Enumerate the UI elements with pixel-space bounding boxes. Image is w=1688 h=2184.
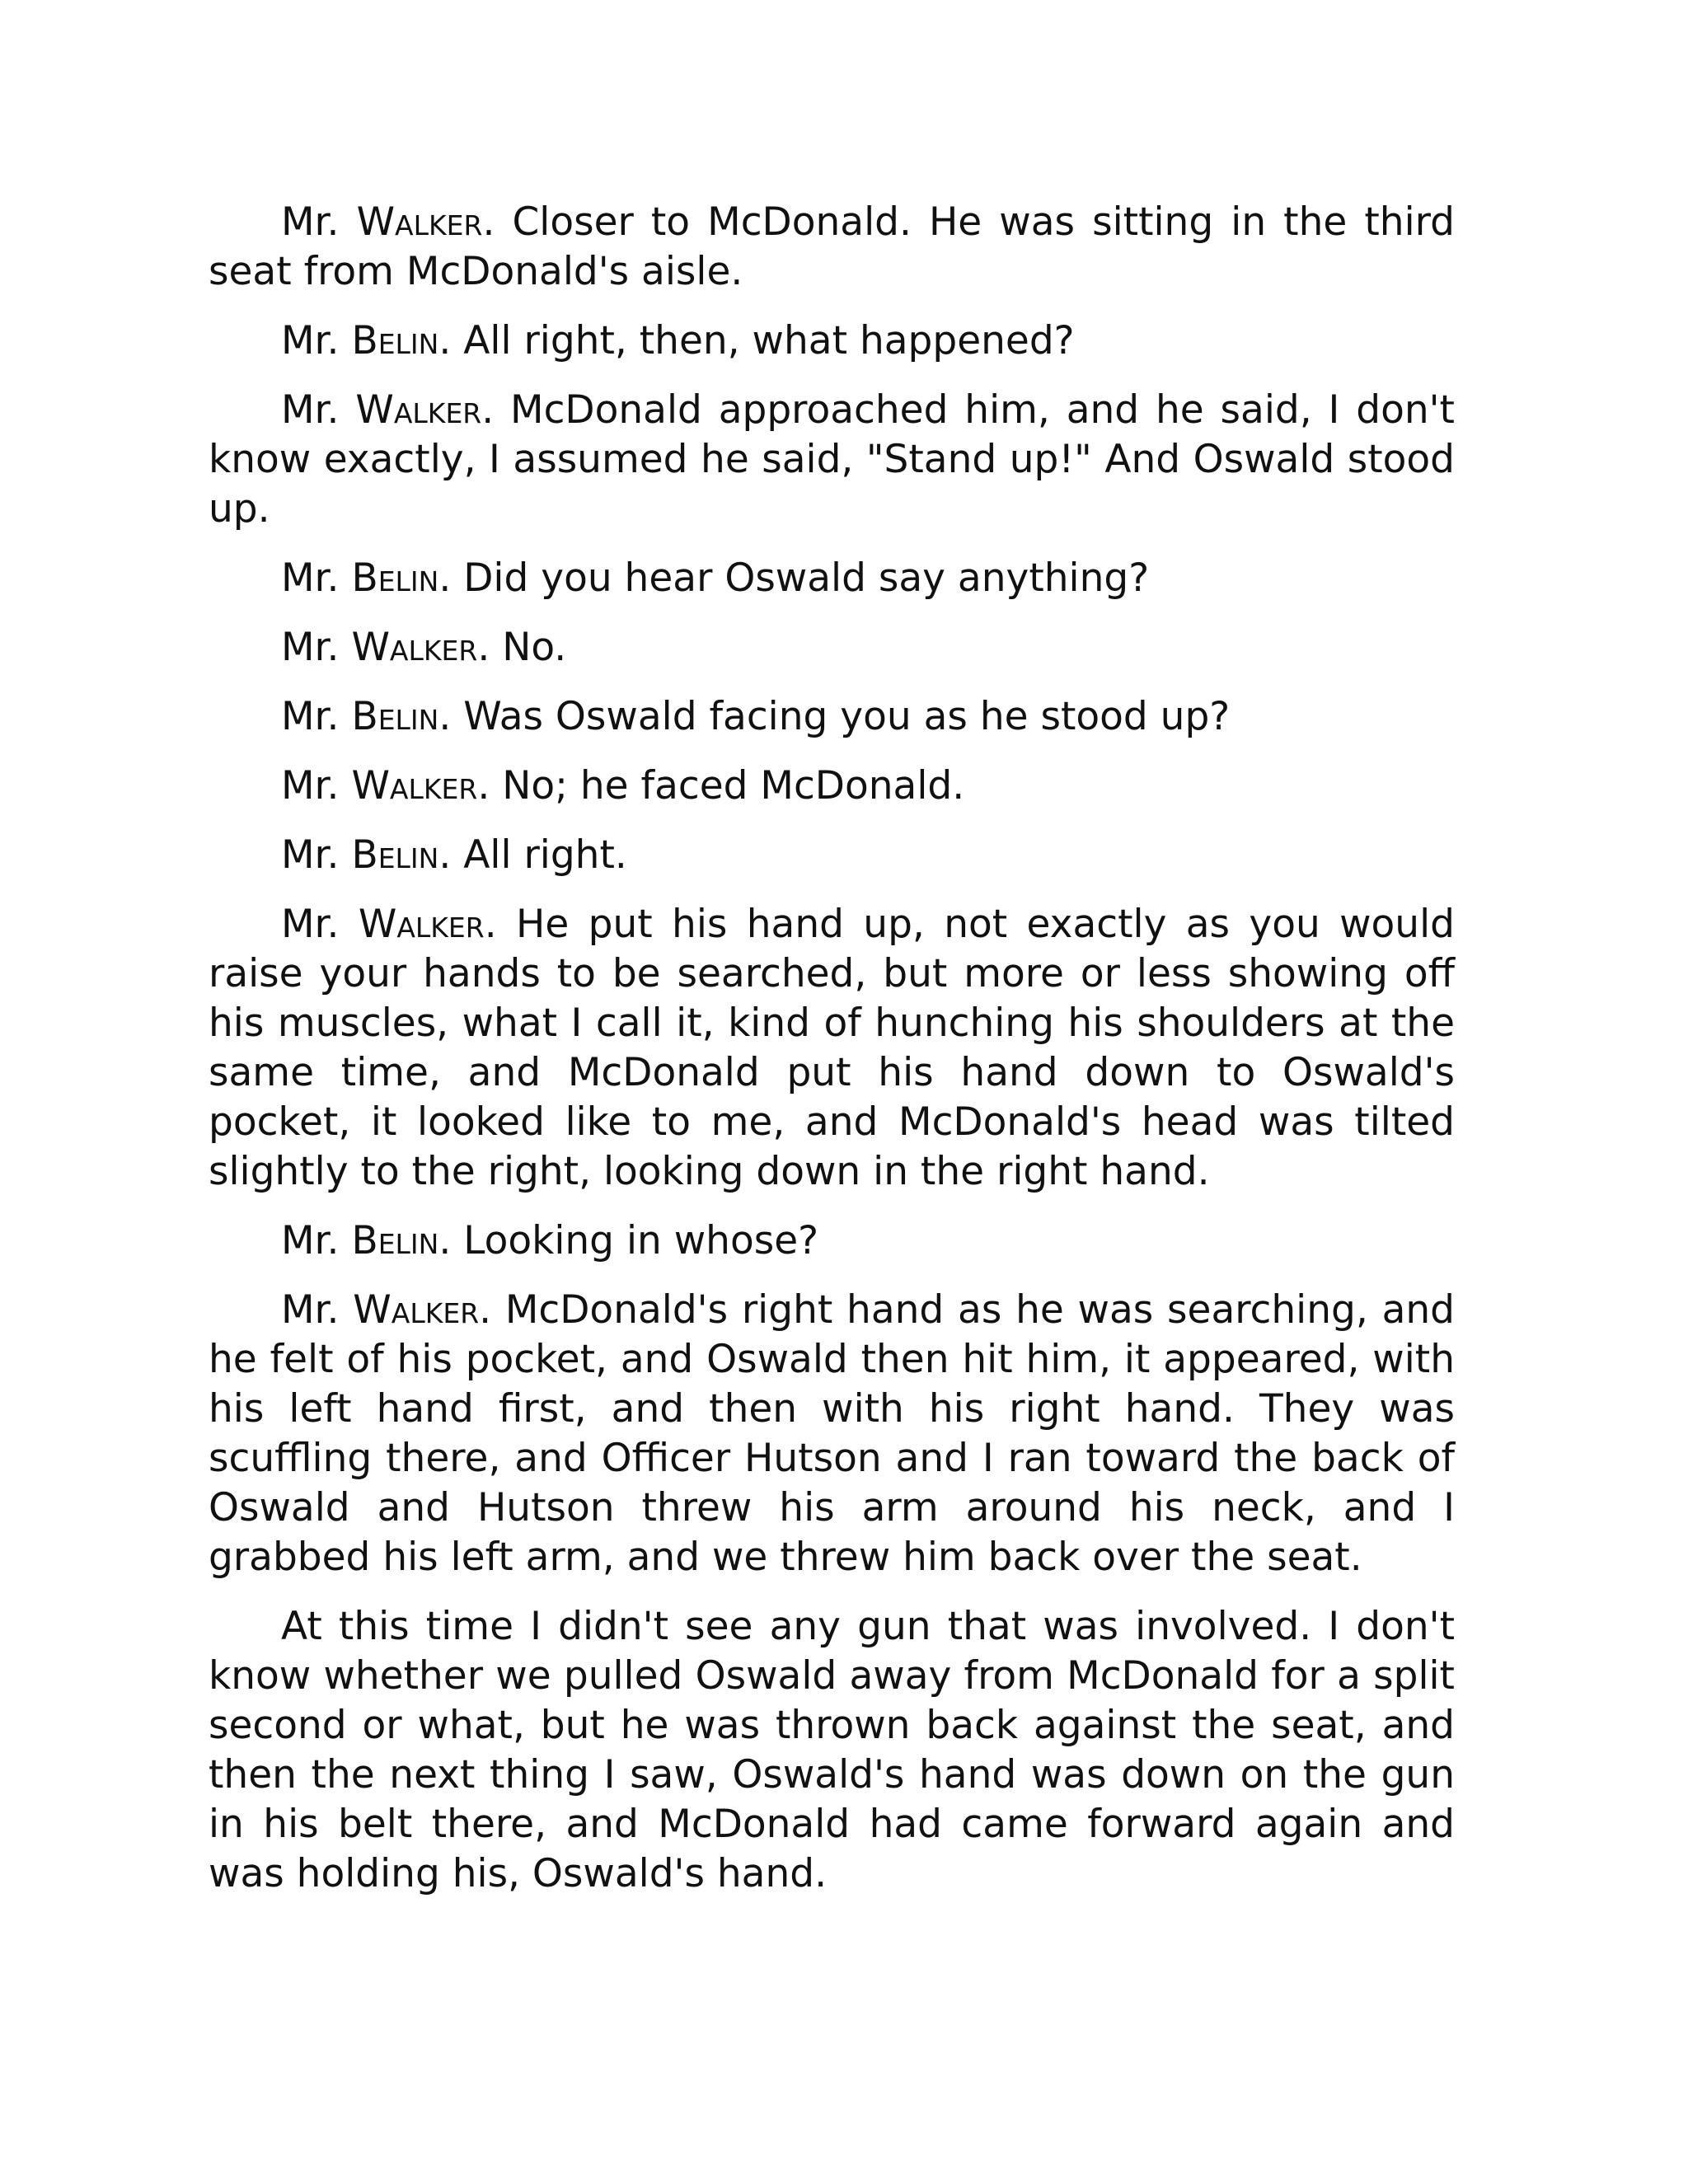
speaker-prefix: Mr. xyxy=(281,1287,354,1333)
paragraph-text: . McDonald's right hand as he was searching, and he felt of his pocket, and Oswald then hit him, it appeared, with his left hand first, and then with his right hand. They was scuffling there, and Officer Hutson and I ran toward the back of Oswald and Hutson threw his arm around his neck, and I grabbed his left arm, and we threw him back over the seat. xyxy=(209,1287,1455,1580)
speaker-name: Belin xyxy=(351,694,439,739)
paragraph-10 xyxy=(209,1216,1455,1266)
paragraph-8 xyxy=(209,831,1455,880)
paragraph-text: . McDonald approached him, and he said, I don't know exactly, I assumed he said, "Stand up!" And Oswald stood up. xyxy=(209,387,1455,532)
speaker-name: Walker xyxy=(351,625,478,670)
paragraph-text: . No; he faced McDonald. xyxy=(477,763,965,808)
speaker-prefix: Mr. xyxy=(281,1218,352,1263)
paragraph-text: . Looking in whose? xyxy=(438,1218,819,1263)
speaker-name: Belin xyxy=(351,318,439,363)
speaker-name: Belin xyxy=(351,1218,439,1263)
speaker-prefix: Mr. xyxy=(281,318,352,363)
paragraph-text: . All right, then, what happened? xyxy=(438,318,1075,363)
speaker-name: Walker xyxy=(358,902,485,947)
speaker-name: Belin xyxy=(351,832,439,878)
speaker-name: Belin xyxy=(351,555,439,601)
paragraph-text: . All right. xyxy=(438,832,627,878)
paragraph-5 xyxy=(209,623,1455,673)
speaker-prefix: Mr. xyxy=(281,832,352,878)
speaker-prefix: Mr. xyxy=(281,387,356,433)
speaker-name: Walker xyxy=(351,763,478,808)
transcript-page xyxy=(209,198,1455,1919)
paragraph-text: . He put his hand up, not exactly as you would raise your hands to be searched, but more or less showing off his muscles, what I call it, kind of hunching his shoulders at the same time, and McDonald put his hand down to Oswald's pocket, it looked like to me, and McDonald's head was tilted slightly to the right, looking down in the right hand. xyxy=(209,902,1455,1194)
speaker-name: Walker xyxy=(356,199,483,245)
speaker-prefix: Mr. xyxy=(281,763,352,808)
speaker-prefix: Mr. xyxy=(281,625,352,670)
speaker-name: Walker xyxy=(355,387,482,433)
speaker-prefix: Mr. xyxy=(281,694,352,739)
speaker-prefix: Mr. xyxy=(281,199,357,245)
paragraph-text: . Closer to McDonald. He was sitting in the third seat from McDonald's aisle. xyxy=(209,199,1455,294)
paragraph-3 xyxy=(209,386,1455,534)
paragraph-text: . Was Oswald facing you as he stood up? xyxy=(438,694,1231,739)
speaker-prefix: Mr. xyxy=(281,902,359,947)
paragraph-1 xyxy=(209,198,1455,297)
paragraph-text: At this time I didn't see any gun that was involved. I don't know whether we pulled Oswald away from McDonald for a split second or what, but he was thrown back against the seat, and then the next thing I saw, Oswald's hand was down on the gun in his belt there, and McDonald had came forward again and was holding his, Oswald's hand. xyxy=(209,1604,1455,1896)
paragraph-7 xyxy=(209,762,1455,811)
paragraph-text: . Did you hear Oswald say anything? xyxy=(438,555,1150,601)
paragraph-4 xyxy=(209,554,1455,603)
paragraph-2 xyxy=(209,316,1455,366)
paragraph-12 xyxy=(209,1602,1455,1899)
paragraph-11 xyxy=(209,1286,1455,1582)
paragraph-text: . No. xyxy=(477,625,567,670)
paragraph-6 xyxy=(209,692,1455,742)
paragraph-9 xyxy=(209,900,1455,1197)
speaker-prefix: Mr. xyxy=(281,555,352,601)
speaker-name: Walker xyxy=(353,1287,480,1333)
